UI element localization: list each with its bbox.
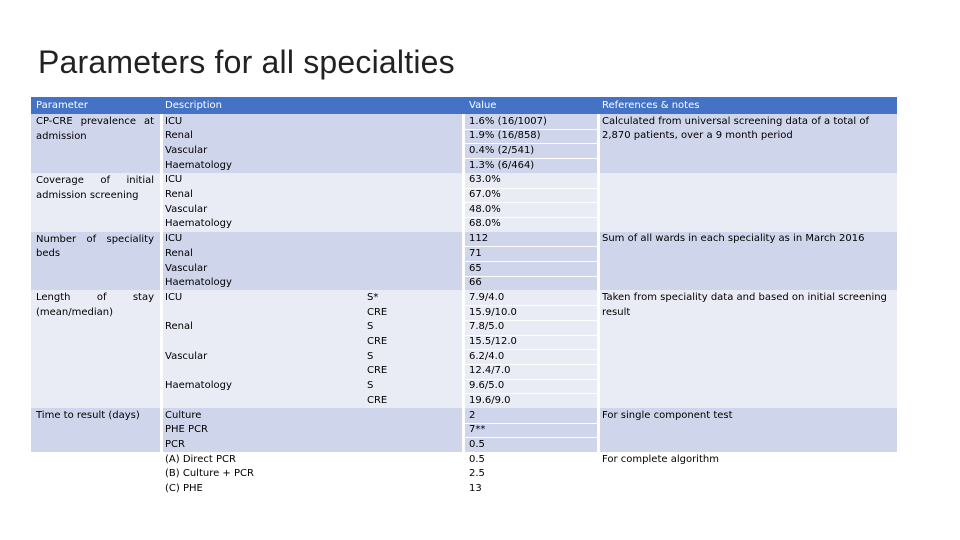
value-cell: 65 bbox=[469, 262, 482, 274]
value-cell: 9.6/5.0 bbox=[469, 380, 505, 392]
value-cell: 1.9% (16/858) bbox=[469, 130, 541, 142]
row-divider bbox=[462, 364, 598, 365]
row-divider bbox=[462, 217, 598, 218]
description-cell: Vascular bbox=[165, 262, 208, 274]
row-divider bbox=[462, 143, 598, 144]
row-divider bbox=[462, 437, 598, 438]
value-cell: 0.4% (2/541) bbox=[469, 144, 535, 156]
value-cell: 12.4/7.0 bbox=[469, 365, 511, 377]
row-divider bbox=[462, 467, 598, 468]
description-cell: Vascular bbox=[165, 144, 208, 156]
description-cell: Renal bbox=[165, 130, 193, 142]
row-divider bbox=[462, 335, 598, 336]
reference-cell: For complete algorithm bbox=[602, 453, 719, 465]
description-cell: Vascular bbox=[165, 203, 208, 215]
description-cell: (C) PHE bbox=[165, 483, 203, 494]
row-divider bbox=[462, 305, 598, 306]
subgroup-cell: CRE bbox=[367, 336, 388, 347]
row-divider bbox=[462, 276, 598, 277]
row-divider bbox=[462, 349, 598, 350]
reference-cell: Sum of all wards in each speciality as in March 2016 bbox=[602, 233, 865, 245]
description-cell: Haematology bbox=[165, 159, 232, 171]
parameters-table bbox=[31, 97, 897, 501]
subgroup-cell: CRE bbox=[367, 394, 388, 406]
description-cell: Haematology bbox=[165, 380, 232, 392]
value-cell: 2 bbox=[469, 409, 476, 421]
reference-cell: Calculated from universal screening data of a total of 2,870 patients, over a 9 month period bbox=[602, 115, 870, 142]
value-cell: 0.5 bbox=[469, 453, 485, 465]
row-divider bbox=[462, 320, 598, 321]
header-parameter: Parameter bbox=[36, 100, 89, 111]
value-cell: 6.2/4.0 bbox=[469, 350, 505, 362]
description-cell: ICU bbox=[165, 115, 183, 127]
column-divider bbox=[160, 114, 163, 496]
description-cell: PCR bbox=[165, 438, 185, 450]
subgroup-cell: S bbox=[367, 380, 374, 392]
row-divider bbox=[462, 129, 598, 130]
subgroup-cell: S bbox=[367, 350, 374, 362]
parameter-cell: Length of stay (mean/median) bbox=[36, 292, 154, 319]
parameter-cell: Coverage of initial admission screening bbox=[36, 174, 154, 201]
value-cell: 71 bbox=[469, 247, 482, 259]
row-divider bbox=[462, 202, 598, 203]
description-cell: ICU bbox=[165, 174, 183, 186]
value-cell: 48.0% bbox=[469, 203, 501, 215]
description-cell: PHE PCR bbox=[165, 424, 209, 436]
subgroup-cell: S bbox=[367, 321, 374, 333]
table-header bbox=[31, 97, 897, 114]
value-cell: 1.3% (6/464) bbox=[469, 159, 535, 171]
description-cell: ICU bbox=[165, 233, 183, 245]
row-divider bbox=[462, 482, 598, 483]
value-cell: 19.6/9.0 bbox=[469, 394, 511, 406]
header-description: Description bbox=[165, 100, 222, 111]
description-cell: Renal bbox=[165, 247, 193, 259]
value-cell: 67.0% bbox=[469, 189, 501, 200]
subgroup-cell: CRE bbox=[367, 365, 388, 377]
row-divider bbox=[462, 261, 598, 262]
value-cell: 15.5/12.0 bbox=[469, 336, 517, 347]
subgroup-cell: S* bbox=[367, 291, 379, 303]
column-divider bbox=[462, 114, 465, 496]
value-cell: 15.9/10.0 bbox=[469, 306, 517, 318]
column-divider bbox=[597, 114, 600, 496]
description-cell: ICU bbox=[165, 291, 183, 303]
header-references: References & notes bbox=[602, 100, 700, 111]
description-cell: Culture bbox=[165, 409, 202, 421]
description-cell: Renal bbox=[165, 321, 193, 333]
value-cell: 68.0% bbox=[469, 218, 501, 230]
value-cell: 7.9/4.0 bbox=[469, 291, 505, 303]
value-cell: 63.0% bbox=[469, 174, 501, 186]
description-cell: Vascular bbox=[165, 350, 208, 362]
parameter-cell: CP-CRE prevalence at admission bbox=[36, 116, 154, 142]
description-cell: (B) Culture + PCR bbox=[165, 468, 254, 480]
reference-cell: Taken from speciality data and based on initial screening result bbox=[602, 291, 887, 318]
row-divider bbox=[462, 379, 598, 380]
parameter-cell: Number of speciality beds bbox=[36, 233, 154, 260]
slide-title: Parameters for all specialties bbox=[38, 44, 455, 80]
description-cell: Haematology bbox=[165, 277, 232, 289]
parameter-cell: Time to result (days) bbox=[36, 410, 140, 421]
value-cell: 0.5 bbox=[469, 438, 485, 450]
value-cell: 7.8/5.0 bbox=[469, 321, 505, 333]
row-divider bbox=[462, 423, 598, 424]
value-cell: 13 bbox=[469, 483, 482, 494]
subgroup-cell: CRE bbox=[367, 306, 388, 318]
row-divider bbox=[462, 393, 598, 394]
description-cell: Haematology bbox=[165, 218, 232, 230]
value-cell: 112 bbox=[469, 233, 489, 245]
row-divider bbox=[462, 246, 598, 247]
value-cell: 1.6% (16/1007) bbox=[469, 115, 547, 127]
description-cell: Renal bbox=[165, 189, 193, 200]
description-cell: (A) Direct PCR bbox=[165, 453, 236, 465]
group-divider bbox=[31, 496, 897, 498]
value-cell: 7** bbox=[469, 424, 486, 436]
value-cell: 2.5 bbox=[469, 468, 485, 480]
value-cell: 66 bbox=[469, 277, 482, 289]
row-divider bbox=[462, 158, 598, 159]
row-divider bbox=[462, 188, 598, 189]
reference-cell: For single component test bbox=[602, 409, 733, 421]
header-value: Value bbox=[469, 100, 497, 111]
